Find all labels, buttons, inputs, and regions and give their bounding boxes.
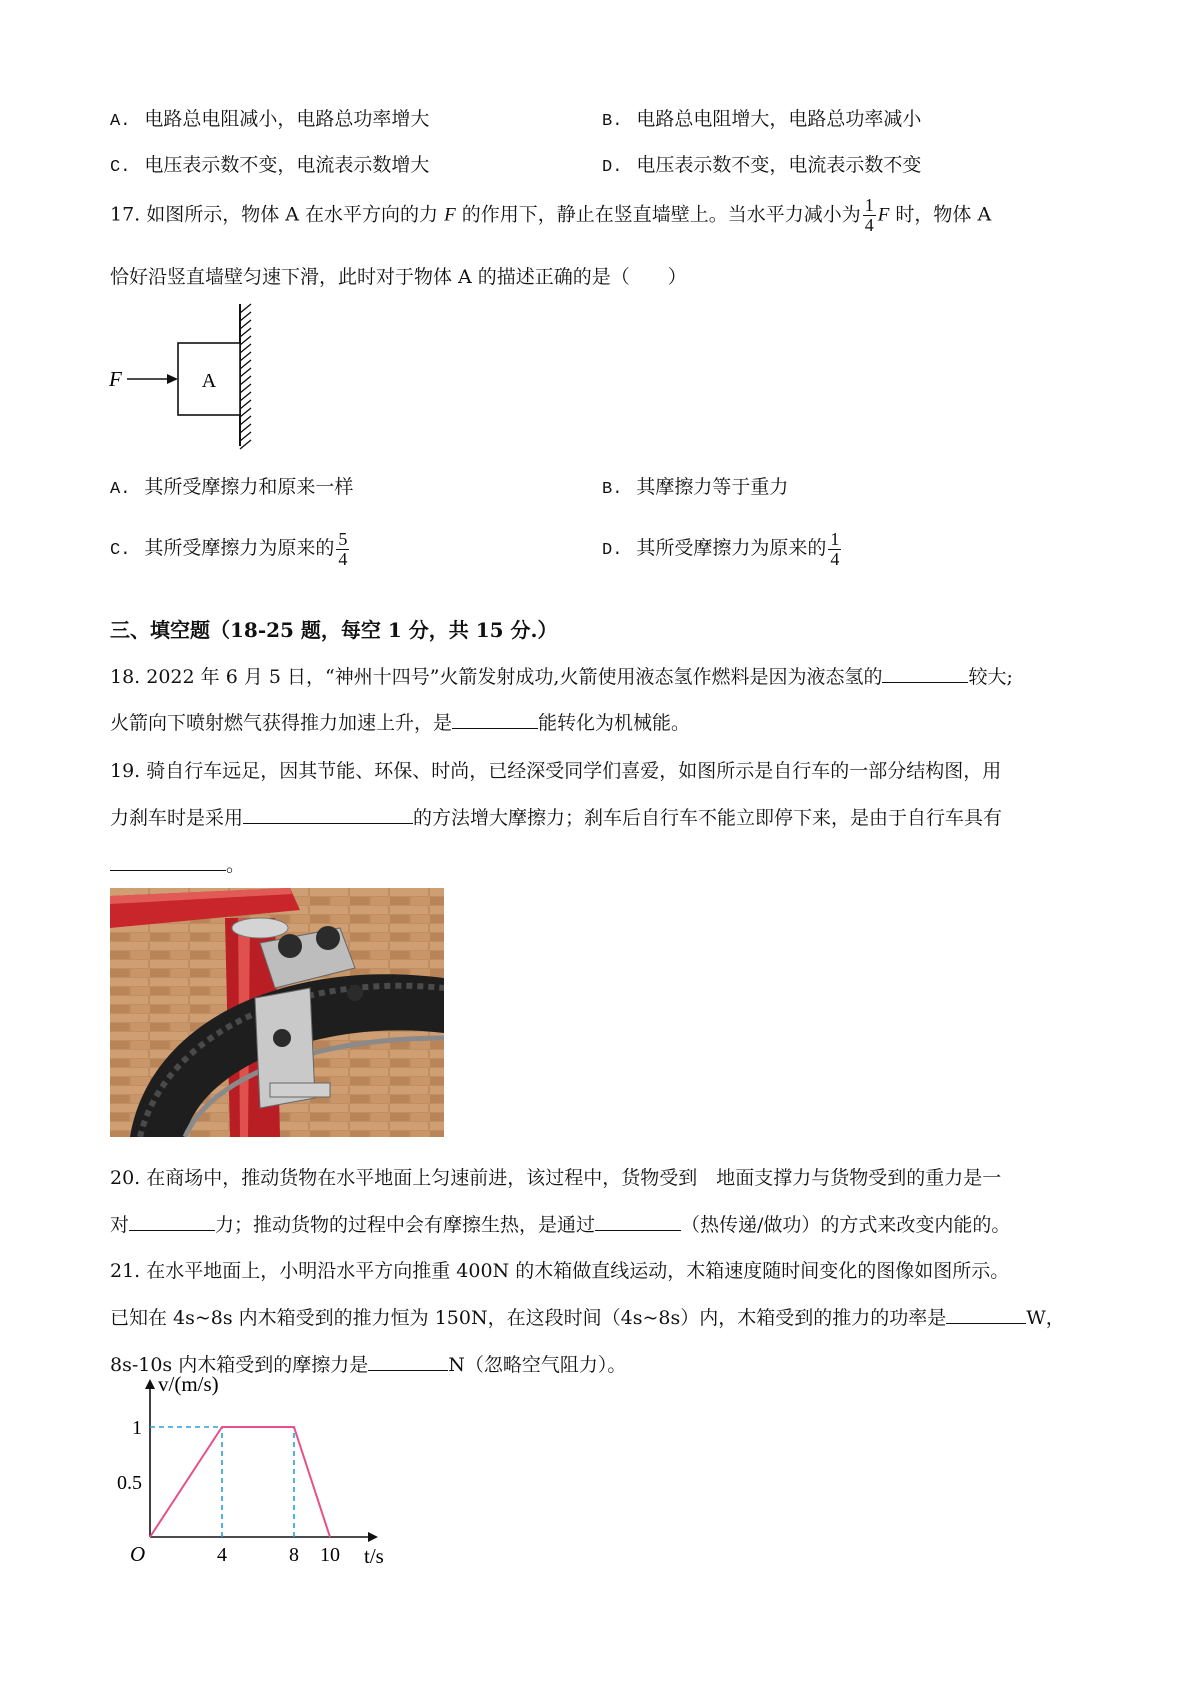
x-tick-label: 10 bbox=[320, 1544, 340, 1566]
option-text: 电路总电阻减小，电路总功率增大 bbox=[144, 109, 430, 130]
hatch-line bbox=[240, 368, 251, 377]
q17-text-c: 时，物体 A bbox=[889, 203, 992, 226]
velocity-time-chart bbox=[110, 1370, 420, 1570]
origin-label: O bbox=[130, 1542, 146, 1566]
option-letter: C. bbox=[110, 158, 131, 177]
q20-text-c: （热传递/做功）的方式来改变内能的。 bbox=[681, 1214, 1011, 1236]
q17-option-a bbox=[110, 472, 353, 499]
q21-line2 bbox=[110, 1303, 1065, 1330]
q17-option-c bbox=[110, 530, 351, 569]
q16-option-b bbox=[602, 104, 921, 131]
option-text: 其所受摩擦力为原来的 bbox=[636, 537, 827, 559]
bicycle-brake-photo bbox=[110, 888, 444, 1137]
fraction-denominator: 4 bbox=[830, 548, 840, 569]
q19-text-a: 力刹车时是采用 bbox=[110, 807, 244, 829]
y-axis-label: v/(m/s) bbox=[158, 1372, 219, 1396]
q16-option-c bbox=[110, 150, 429, 177]
answer-blank[interactable] bbox=[110, 869, 226, 871]
q19-text-c: 。 bbox=[226, 854, 246, 876]
velocity-line bbox=[150, 1427, 330, 1537]
answer-blank[interactable] bbox=[882, 681, 968, 683]
x-axis-arrow-icon bbox=[368, 1532, 378, 1542]
hatch-line bbox=[240, 432, 251, 441]
q18-text-d: 能转化为机械能。 bbox=[538, 712, 691, 734]
q21-text-a: 已知在 4s~8s 内木箱受到的推力恒为 150N，在这段时间（4s~8s）内，木箱受到的推力的功率是 bbox=[110, 1307, 947, 1329]
option-text: 电路总电阻增大，电路总功率减小 bbox=[636, 109, 922, 130]
answer-blank[interactable] bbox=[946, 1322, 1026, 1324]
option-letter: A. bbox=[110, 480, 131, 499]
q19-line3 bbox=[110, 850, 245, 877]
q18-line2 bbox=[110, 708, 690, 735]
fraction-quarter bbox=[863, 196, 876, 235]
fraction-five-quarters bbox=[336, 530, 349, 569]
option-letter: C. bbox=[110, 540, 131, 560]
q16-option-d bbox=[602, 150, 921, 177]
hatch-line bbox=[240, 344, 251, 353]
q17-line2: 恰好沿竖直墙壁匀速下滑，此时对于物体 A 的描述正确的是（ ） bbox=[110, 266, 687, 288]
q17-line1 bbox=[110, 196, 991, 235]
q21-text-b: W， bbox=[1026, 1307, 1065, 1329]
fraction-denominator: 4 bbox=[338, 548, 348, 569]
answer-blank[interactable] bbox=[129, 1229, 215, 1231]
option-text: 其所受摩擦力和原来一样 bbox=[144, 477, 354, 498]
hatch-line bbox=[240, 304, 251, 313]
hatch-line bbox=[240, 440, 251, 449]
option-letter: B. bbox=[602, 480, 623, 499]
hatch-line bbox=[240, 416, 251, 425]
q19-text-b: 的方法增大摩擦力；刹车后自行车不能立即停下来，是由于自行车具有 bbox=[413, 807, 1003, 829]
q20-line2 bbox=[110, 1210, 1010, 1237]
option-text: 电压表示数不变，电流表示数增大 bbox=[144, 155, 430, 176]
hatch-line bbox=[240, 360, 251, 369]
answer-blank[interactable] bbox=[595, 1229, 681, 1231]
q18-text-a: 18. 2022 年 6 月 5 日，“神州十四号”火箭发射成功,火箭使用液态氢作燃料是因为液态氢的 bbox=[110, 666, 883, 688]
force-label: F bbox=[109, 367, 122, 391]
x-axis-label: t/s bbox=[364, 1544, 384, 1568]
fraction-denominator: 4 bbox=[864, 214, 874, 235]
answer-blank[interactable] bbox=[452, 727, 538, 729]
answer-blank[interactable] bbox=[243, 822, 413, 824]
q19-line1: 19. 骑自行车远足，因其节能、环保、时尚，已经深受同学们喜爱，如图所示是自行车的一部分结构图，用 bbox=[110, 760, 1002, 782]
block-label: A bbox=[201, 370, 217, 392]
q20-text-a: 对 bbox=[110, 1214, 130, 1236]
q16-option-a bbox=[110, 104, 429, 131]
fraction-numerator: 5 bbox=[338, 529, 348, 549]
x-tick-label: 4 bbox=[217, 1544, 227, 1566]
hatch-line bbox=[240, 328, 251, 337]
hatch-line bbox=[240, 384, 251, 393]
y-tick-label: 0.5 bbox=[117, 1472, 142, 1494]
hatch-line bbox=[240, 424, 251, 433]
q18-line1 bbox=[110, 662, 1013, 689]
section-heading: 三、填空题（18-25 题，每空 1 分，共 15 分.） bbox=[110, 618, 558, 642]
bicycle-brake-illustration bbox=[110, 888, 444, 1137]
y-tick-label: 1 bbox=[132, 1417, 142, 1439]
q17-option-d bbox=[602, 530, 843, 569]
hatch-line bbox=[240, 392, 251, 401]
hatch-line bbox=[240, 376, 251, 385]
y-axis-arrow-icon bbox=[145, 1379, 155, 1389]
fraction-quarter bbox=[828, 530, 841, 569]
hatch-line bbox=[240, 352, 251, 361]
option-letter: A. bbox=[110, 112, 131, 131]
option-text: 电压表示数不变，电流表示数不变 bbox=[636, 155, 922, 176]
q21-line1: 21. 在水平地面上，小明沿水平方向推重 400N 的木箱做直线运动，木箱速度随时间变化的图像如图所示。 bbox=[110, 1260, 1010, 1282]
q21-text-d: N（忽略空气阻力）。 bbox=[448, 1354, 627, 1376]
option-letter: B. bbox=[602, 112, 623, 131]
option-text: 其摩擦力等于重力 bbox=[636, 477, 789, 498]
q18-text-b: 较大; bbox=[968, 666, 1013, 688]
fraction-numerator: 1 bbox=[830, 529, 840, 549]
q21-text-c: 8s-10s 内木箱受到的摩擦力是 bbox=[110, 1354, 369, 1376]
option-letter: D. bbox=[602, 158, 623, 177]
q17-text-a: 17. 如图所示，物体 A 在水平方向的力 bbox=[110, 203, 445, 226]
q17-text-b: 的作用下，静止在竖直墙壁上。当水平力减小为 bbox=[455, 203, 861, 226]
hatch-line bbox=[240, 336, 251, 345]
force-symbol: F bbox=[877, 204, 890, 226]
option-letter: D. bbox=[602, 540, 623, 560]
option-text: 其所受摩擦力为原来的 bbox=[144, 537, 335, 559]
hatch-line bbox=[240, 408, 251, 417]
hatch-line bbox=[240, 400, 251, 409]
q20-text-b: 力；推动货物的过程中会有摩擦生热，是通过 bbox=[215, 1214, 596, 1236]
force-symbol: F bbox=[444, 204, 456, 226]
fraction-numerator: 1 bbox=[864, 195, 874, 215]
hatch-line bbox=[240, 320, 251, 329]
arrow-head-icon bbox=[167, 374, 178, 384]
x-tick-label: 8 bbox=[289, 1544, 299, 1566]
hatch-line bbox=[240, 312, 251, 321]
wall-block-figure bbox=[105, 300, 275, 450]
q18-text-c: 火箭向下喷射燃气获得推力加速上升，是 bbox=[110, 712, 453, 734]
q19-line2 bbox=[110, 803, 1002, 830]
q17-option-b bbox=[602, 472, 788, 499]
q20-line1: 20. 在商场中，推动货物在水平地面上匀速前进，该过程中，货物受到 地面支撑力与货物受到的重力是一 bbox=[110, 1167, 1002, 1189]
